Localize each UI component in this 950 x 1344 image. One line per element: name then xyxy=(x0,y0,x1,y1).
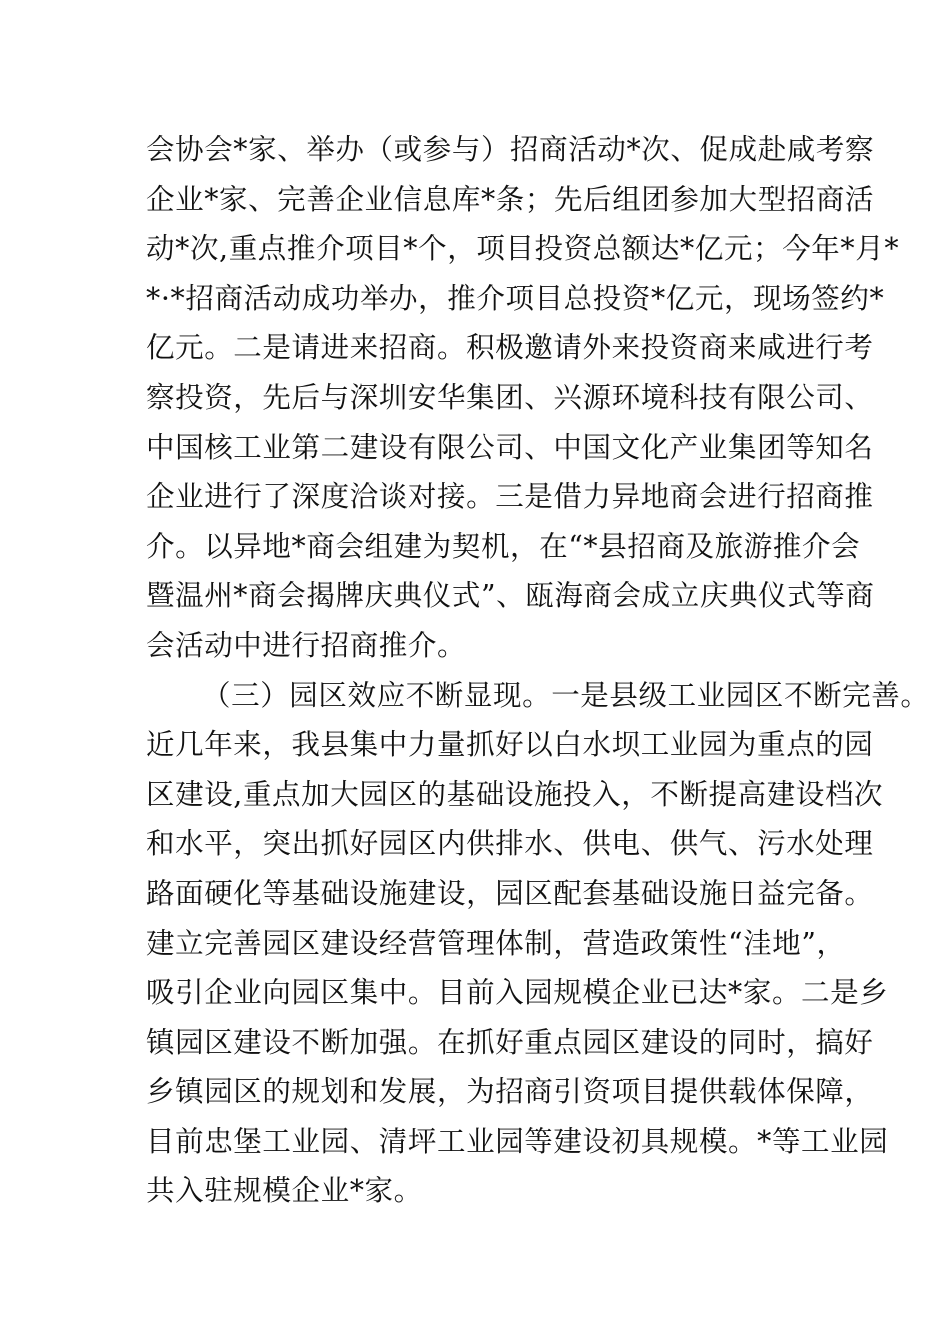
text-line: 近几年来，我县集中力量抓好以白水坝工业园为重点的园 xyxy=(146,728,874,762)
text-line: 企业*家、完善企业信息库*条；先后组团参加大型招商活 xyxy=(146,182,875,216)
text-line: 会协会*家、举办（或参与）招商活动*次、促成赴咸考察 xyxy=(146,133,875,166)
text-line: 路面硬化等基础设施建设，园区配套基础设施日益完备。 xyxy=(146,876,874,910)
text-line: 动*次,重点推介项目*个，项目投资总额达*亿元；今年*月* xyxy=(146,232,900,266)
text-line: 共入驻规模企业*家。 xyxy=(146,1174,423,1208)
text-line: 目前忠堡工业园、清坪工业园等建设初具规模。*等工业园 xyxy=(146,1124,889,1158)
text-line: 中国核工业第二建设有限公司、中国文化产业集团等知名 xyxy=(146,430,874,464)
text-line: 区建设,重点加大园区的基础设施投入，不断提高建设档次 xyxy=(146,777,884,811)
text-line: 镇园区建设不断加强。在抓好重点园区建设的同时，搞好 xyxy=(146,1025,874,1059)
text-line: 吸引企业向园区集中。目前入园规模企业已达*家。二是乡 xyxy=(146,976,889,1010)
text-line: 介。以异地*商会组建为契机，在“*县招商及旅游推介会 xyxy=(146,529,861,563)
text-line: 察投资，先后与深圳安华集团、兴源环境科技有限公司、 xyxy=(146,380,874,414)
text-line: 亿元。二是请进来招商。积极邀请外来投资商来咸进行考 xyxy=(146,331,874,365)
section-heading-line: （三）园区效应不断显现。一是县级工业园区不断完善。 xyxy=(202,678,930,712)
text-line: 会活动中进行招商推介。 xyxy=(146,628,467,662)
text-line: 企业进行了深度洽谈对接。三是借力异地商会进行招商推 xyxy=(146,480,874,514)
text-line: 暨温州*商会揭牌庆典仪式”、瓯海商会成立庆典仪式等商 xyxy=(146,579,875,613)
text-line: 和水平，突出抓好园区内供排水、供电、供气、污水处理 xyxy=(146,827,874,861)
text-line: 建立完善园区建设经营管理体制，营造政策性“洼地”， xyxy=(146,926,846,960)
text-line: 乡镇园区的规划和发展，为招商引资项目提供载体保障， xyxy=(146,1075,874,1109)
body-text xyxy=(146,125,930,1216)
text-line: *·*招商活动成功举办，推介项目总投资*亿元，现场签约* xyxy=(146,281,885,315)
